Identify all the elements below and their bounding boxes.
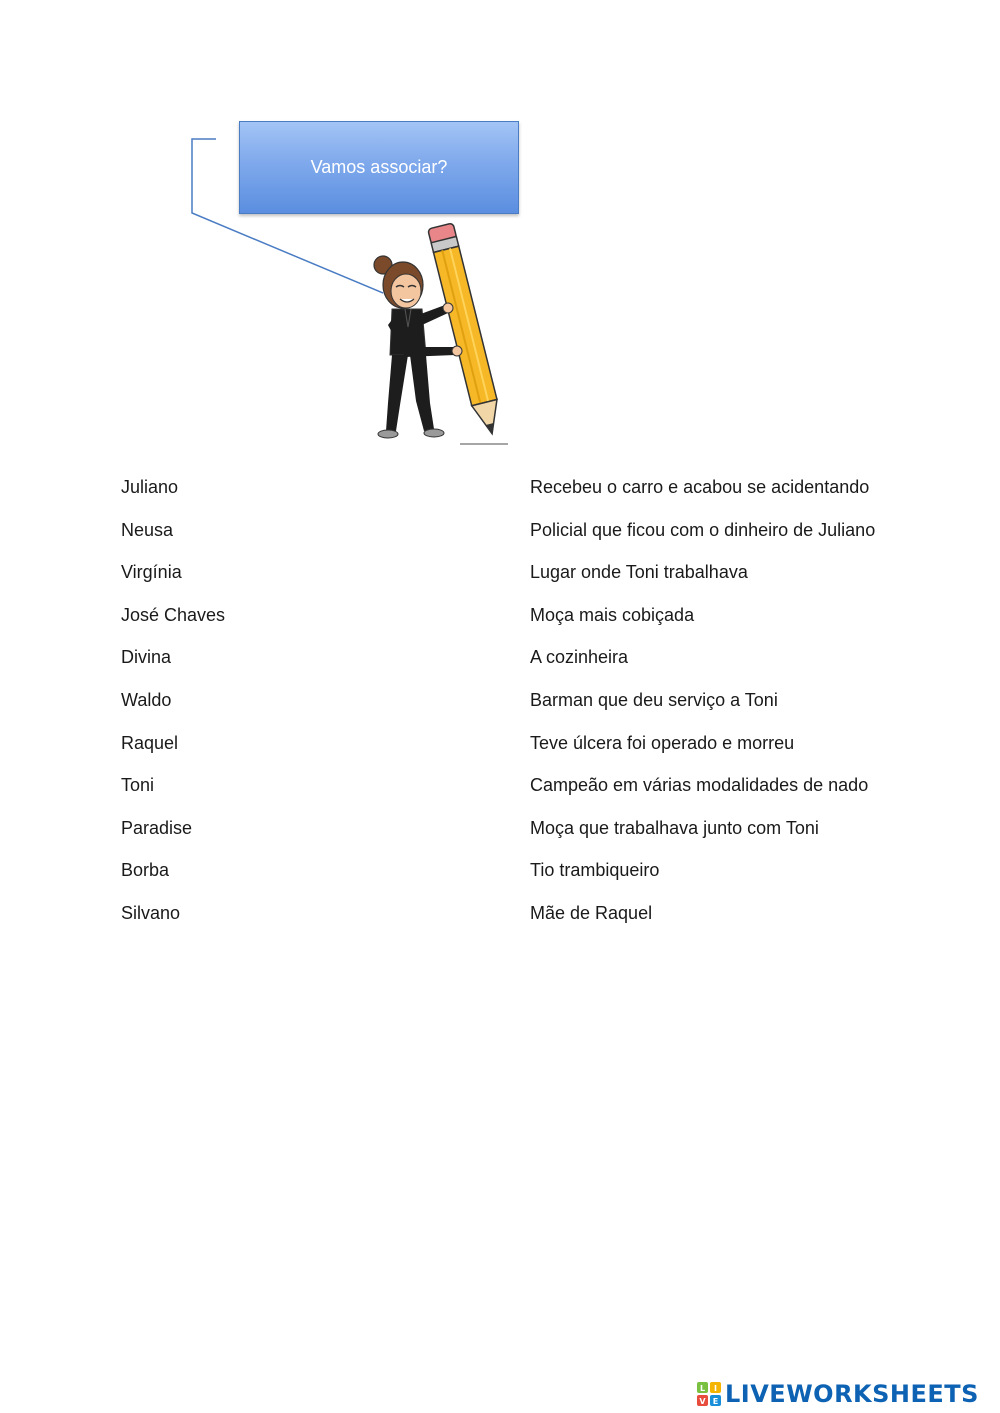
name-item: Juliano	[121, 477, 179, 497]
liveworksheets-logo-icon	[697, 1382, 721, 1406]
name-item: Silvano	[121, 902, 181, 923]
description-item: Recebeu o carro e acabou se acidentando	[530, 477, 870, 497]
teacher-with-pencil-illustration	[360, 205, 530, 450]
name-item: José Chaves	[121, 604, 226, 625]
name-item: Virgínia	[121, 562, 182, 583]
descriptions-column	[530, 470, 970, 939]
name-item: Paradise	[121, 817, 193, 838]
description-item: Moça mais cobiçada	[530, 604, 695, 625]
name-item: Borba	[121, 860, 170, 881]
svg-text:I: I	[714, 1384, 717, 1393]
callout-box	[239, 121, 519, 214]
description-item: Campeão em várias modalidades de nado	[530, 775, 869, 796]
brand-text: LIVEWORKSHEETS	[725, 1380, 979, 1408]
svg-text:L: L	[699, 1384, 706, 1393]
description-item: Barman que deu serviço a Toni	[530, 689, 778, 710]
name-item: Divina	[121, 647, 172, 668]
name-item: Waldo	[121, 689, 172, 710]
svg-text:E: E	[712, 1397, 719, 1406]
description-item: Moça que trabalhava junto com Toni	[530, 817, 819, 838]
svg-text:V: V	[699, 1397, 706, 1406]
names-column	[121, 470, 501, 939]
description-item: Lugar onde Toni trabalhava	[530, 562, 748, 583]
name-item: Toni	[121, 775, 155, 796]
description-item: Tio trambiqueiro	[530, 860, 660, 881]
description-item: Policial que ficou com o dinheiro de Juliano	[530, 519, 876, 540]
liveworksheets-brand[interactable]	[697, 1378, 979, 1410]
name-item: Neusa	[121, 519, 174, 540]
callout-text: Vamos associar?	[310, 157, 448, 177]
pencil-icon	[428, 223, 505, 437]
description-item: Mãe de Raquel	[530, 902, 653, 923]
name-item: Raquel	[121, 732, 179, 753]
description-item: Teve úlcera foi operado e morreu	[530, 732, 795, 753]
description-item: A cozinheira	[530, 647, 629, 668]
